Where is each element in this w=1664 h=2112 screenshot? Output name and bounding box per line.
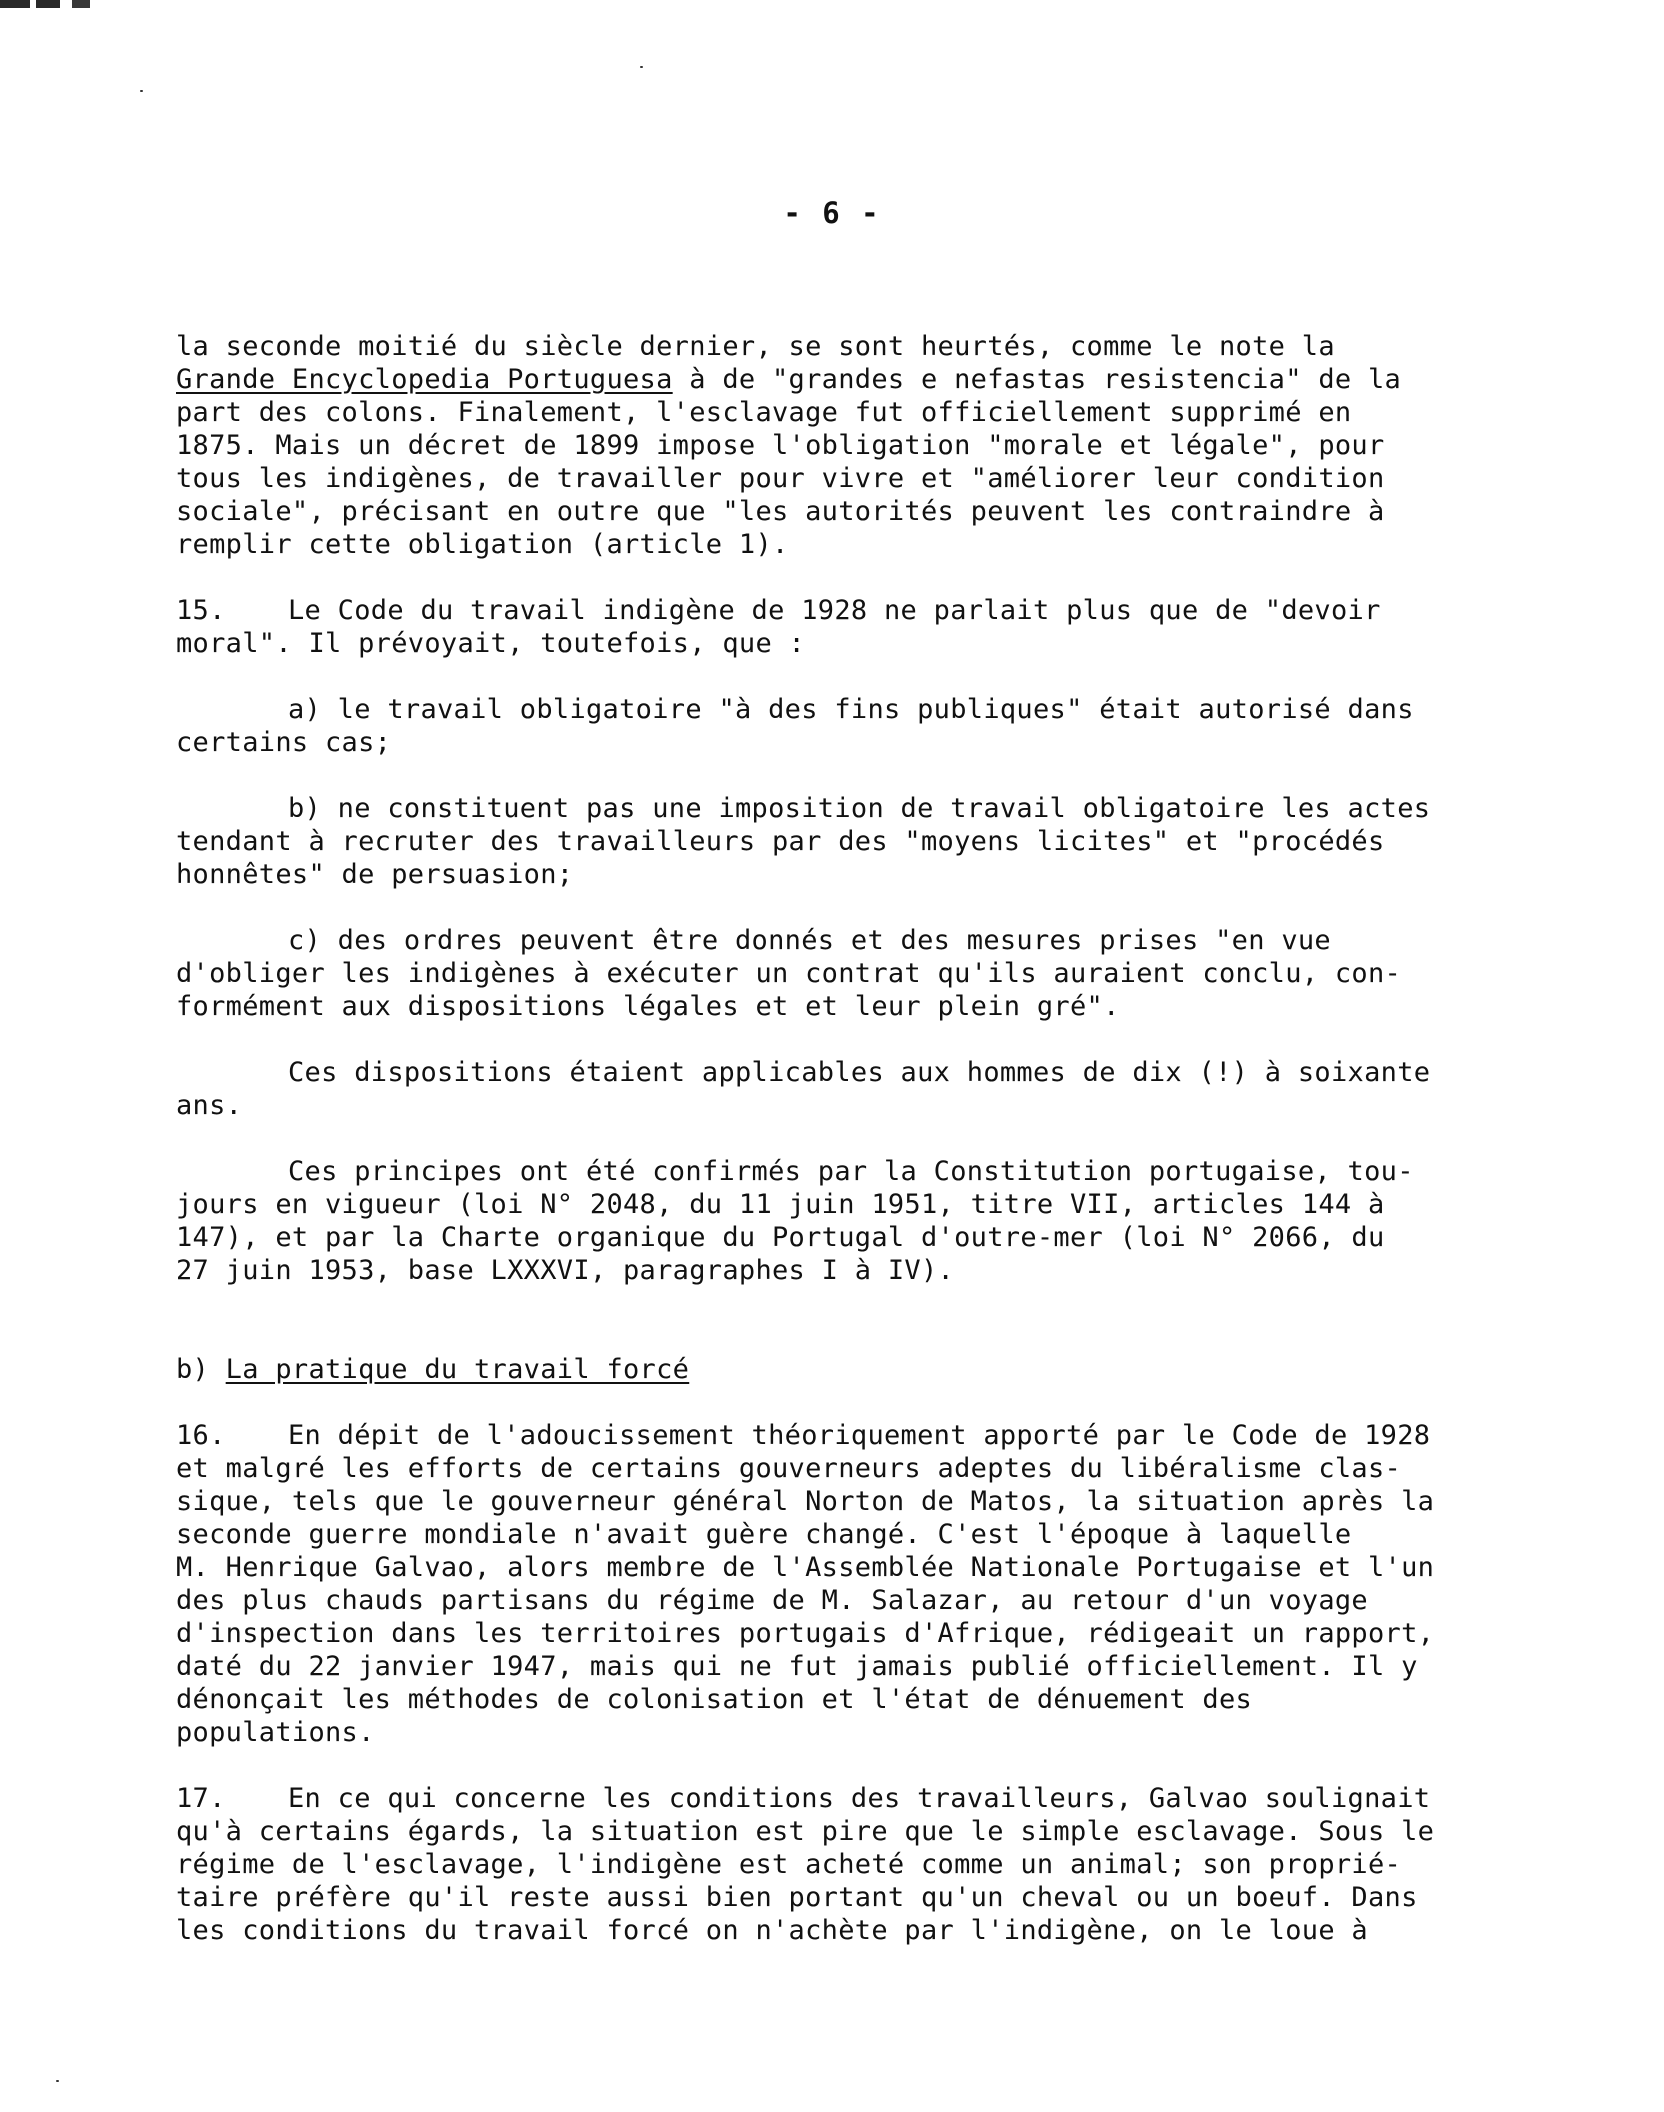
section-title: La pratique du travail forcé <box>225 1354 690 1385</box>
text-line: b) ne constituent pas une imposition de travail obligatoire les actes <box>288 793 1431 824</box>
paragraph-intro <box>176 330 1536 561</box>
paragraph-number: 15. <box>176 595 226 626</box>
text-line: ans. <box>176 1090 243 1121</box>
text-fragment: à de "grandes e nefastas resistencia" de la <box>672 364 1402 395</box>
text-fragment: En ce qui concerne les conditions des travailleurs, Galvao soulignait <box>288 1783 1431 1814</box>
text-line: d'inspection dans les territoires portugais d'Afrique, rédigeait un rapport, <box>176 1618 1435 1649</box>
list-item-a <box>176 693 1536 759</box>
text-line: 1875. Mais un décret de 1899 impose l'obligation "morale et légale", pour <box>176 430 1385 461</box>
text-line <box>176 363 1536 396</box>
text-line: moral". Il prévoyait, toutefois, que : <box>176 628 806 659</box>
list-item-b <box>176 792 1536 891</box>
text-line: tendant à recruter des travailleurs par des "moyens licites" et "procédés <box>176 826 1385 857</box>
cited-work-title: Grande Encyclopedia Portuguesa <box>176 364 673 395</box>
scan-speck <box>56 2080 59 2082</box>
text-line <box>176 1353 1536 1386</box>
text-line: régime de l'esclavage, l'indigène est acheté comme un animal; son proprié- <box>176 1849 1402 1880</box>
text-line <box>176 1782 1536 1815</box>
text-line: des plus chauds partisans du régime de M. Salazar, au retour d'un voyage <box>176 1585 1368 1616</box>
paragraph-dispositions <box>176 1056 1536 1122</box>
paragraph-number: 17. <box>176 1783 226 1814</box>
text-line: 147), et par la Charte organique du Portugal d'outre-mer (loi N° 2066, du <box>176 1222 1385 1253</box>
text-line: remplir cette obligation (article 1). <box>176 529 789 560</box>
page-number: - 6 - <box>783 196 881 230</box>
text-line: qu'à certains égards, la situation est pire que le simple esclavage. Sous le <box>176 1816 1435 1847</box>
text-line: jours en vigueur (loi N° 2048, du 11 juin 1951, titre VII, articles 144 à <box>176 1189 1385 1220</box>
paragraph-16 <box>176 1419 1536 1749</box>
text-line: tous les indigènes, de travailler pour vivre et "améliorer leur condition <box>176 463 1385 494</box>
document-body <box>176 330 1536 1947</box>
text-line: taire préfère qu'il reste aussi bien portant qu'un cheval ou un boeuf. Dans <box>176 1882 1418 1913</box>
text-line: 27 juin 1953, base LXXXVI, paragraphes I à IV). <box>176 1255 955 1286</box>
scan-speck <box>140 90 143 92</box>
text-line: M. Henrique Galvao, alors membre de l'Assemblée Nationale Portugaise et l'un <box>176 1552 1435 1583</box>
text-line: les conditions du travail forcé on n'achète par l'indigène, on le loue à <box>176 1915 1368 1946</box>
text-line: Ces principes ont été confirmés par la Constitution portugaise, tou- <box>288 1156 1414 1187</box>
text-line: part des colons. Finalement, l'esclavage fut officiellement supprimé en <box>176 397 1352 428</box>
text-line: honnêtes" de persuasion; <box>176 859 574 890</box>
paragraph-17 <box>176 1782 1536 1947</box>
text-line: formément aux dispositions légales et et leur plein gré". <box>176 991 1120 1022</box>
text-fragment: En dépit de l'adoucissement théoriquement apporté par le Code de 1928 <box>288 1420 1431 1451</box>
text-line: seconde guerre mondiale n'avait guère changé. C'est l'époque à laquelle <box>176 1519 1352 1550</box>
text-line: certains cas; <box>176 727 392 758</box>
text-line: c) des ordres peuvent être donnés et des mesures prises "en vue <box>288 925 1331 956</box>
paragraph-15 <box>176 594 1536 660</box>
section-label: b) <box>176 1354 226 1385</box>
scan-speck <box>640 66 643 68</box>
text-line: et malgré les efforts de certains gouverneurs adeptes du libéralisme clas- <box>176 1453 1402 1484</box>
text-fragment: Le Code du travail indigène de 1928 ne parlait plus que de "devoir <box>288 595 1381 626</box>
text-line: d'obliger les indigènes à exécuter un contrat qu'ils auraient conclu, con- <box>176 958 1402 989</box>
text-line <box>176 1419 1536 1452</box>
section-heading <box>176 1353 1536 1386</box>
text-line: sociale", précisant en outre que "les autorités peuvent les contraindre à <box>176 496 1385 527</box>
text-line <box>176 594 1536 627</box>
text-line: Ces dispositions étaient applicables aux hommes de dix (!) à soixante <box>288 1057 1431 1088</box>
text-line: populations. <box>176 1717 375 1748</box>
text-line: dénonçait les méthodes de colonisation et l'état de dénuement des <box>176 1684 1253 1715</box>
text-line: a) le travail obligatoire "à des fins publiques" était autorisé dans <box>288 694 1414 725</box>
text-line: la seconde moitié du siècle dernier, se sont heurtés, comme le note la <box>176 331 1335 362</box>
text-line: daté du 22 janvier 1947, mais qui ne fut jamais publié officiellement. Il y <box>176 1651 1418 1682</box>
text-line: sique, tels que le gouverneur général Norton de Matos, la situation après la <box>176 1486 1435 1517</box>
paragraph-number: 16. <box>176 1420 226 1451</box>
list-item-c <box>176 924 1536 1023</box>
scan-edge-mark <box>0 0 300 8</box>
paragraph-principes <box>176 1155 1536 1287</box>
